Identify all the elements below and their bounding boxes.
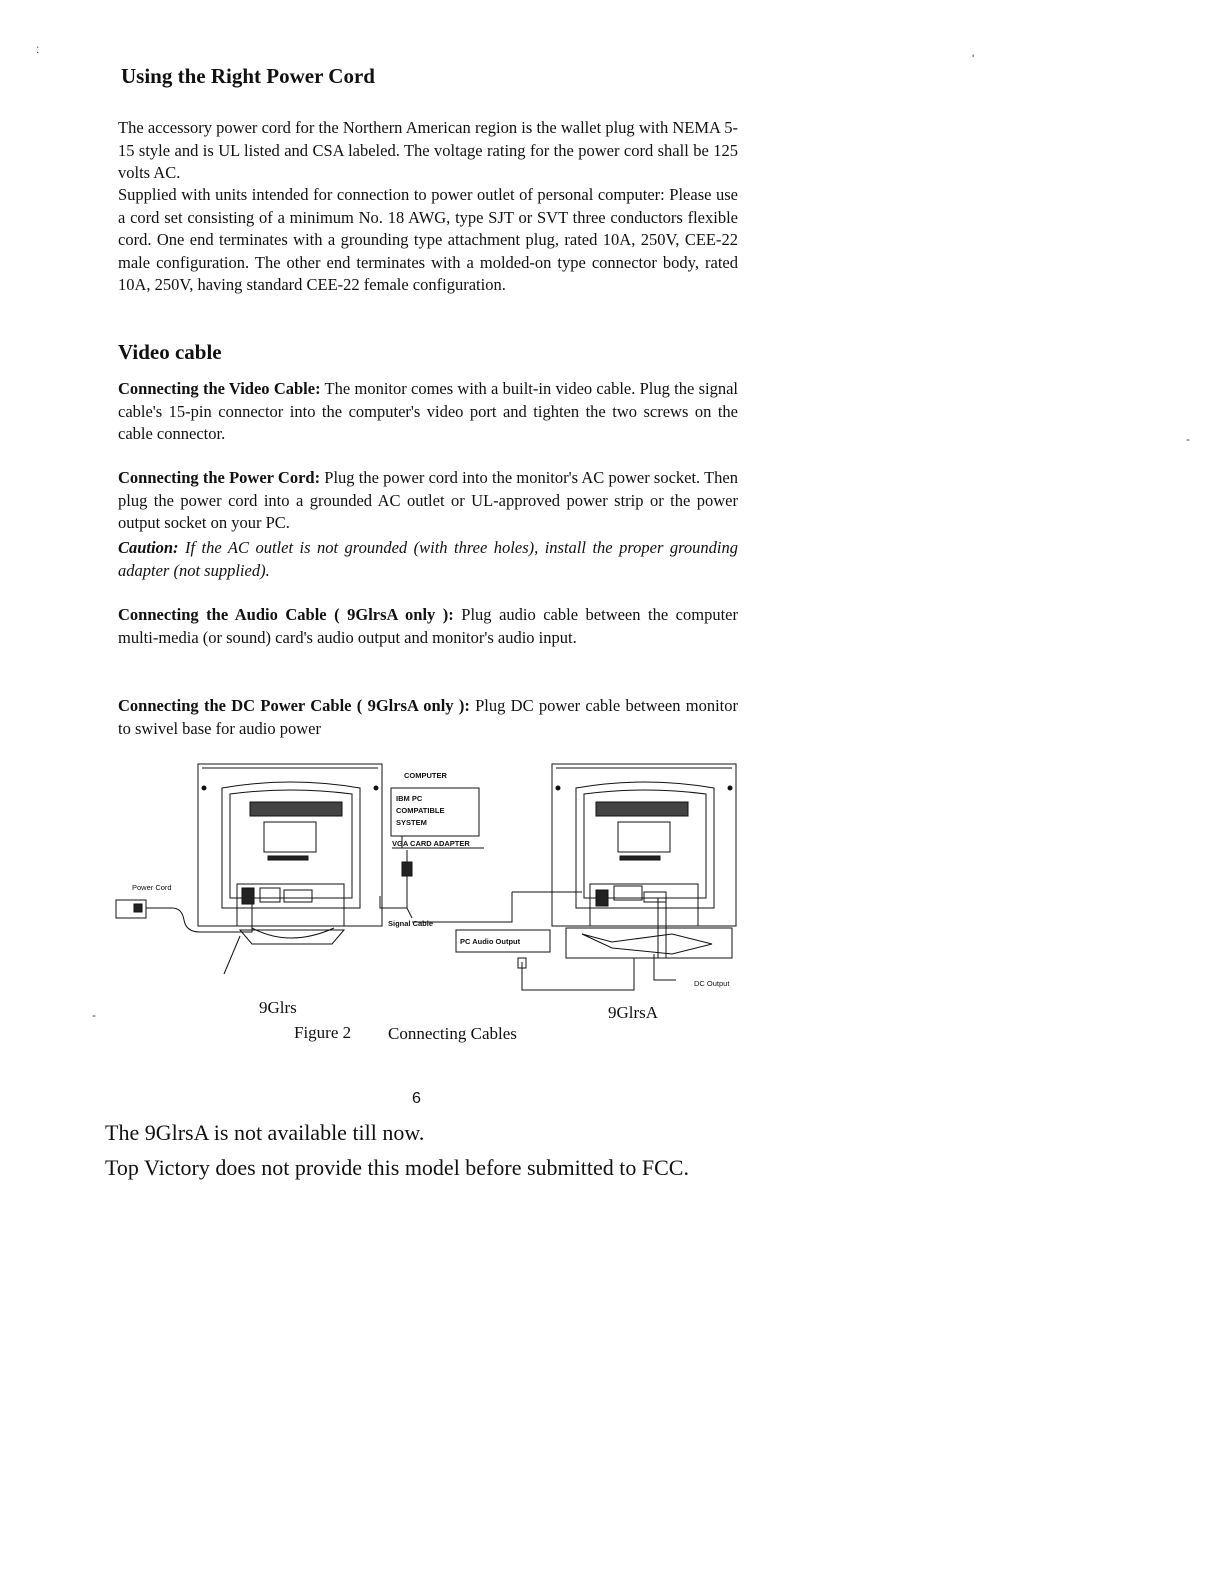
caution-paragraph xyxy=(118,537,738,582)
power-cord-paragraph: The accessory power cord for the Northern American region is the wallet plug with NEMA 5-15 style and is UL listed and CSA labeled. The voltage rating for the power cord shall be 125 volts AC. xyxy=(118,118,738,182)
power-cord-label: Connecting the Power Cord: xyxy=(118,468,321,487)
audio-cable-paragraph xyxy=(118,604,738,649)
signal-cable-line xyxy=(412,892,512,922)
audio-cable-label: Connecting the Audio Cable ( 9GlrsA only ): xyxy=(118,605,454,624)
caption-left-model: 9Glrs xyxy=(259,998,297,1017)
label-computer: COMPUTER xyxy=(404,771,447,780)
connection-diagram xyxy=(112,758,742,998)
scan-speck: : xyxy=(36,42,40,56)
label-compatible: COMPATIBLE xyxy=(396,806,445,815)
fcc-note: Top Victory does not provide this model before submitted to FCC. xyxy=(105,1155,689,1180)
video-cable-text: The monitor comes with a built-in video cable. Plug the signal cable's 15-pin connector into the computer's video port and tighten the two screws on the cable connector. xyxy=(118,379,738,443)
scan-speck: ' xyxy=(972,52,975,66)
label-dc-output: DC Output xyxy=(694,979,730,988)
section-heading-power-cord: Using the Right Power Cord xyxy=(121,64,375,88)
figure-title: Connecting Cables xyxy=(388,1024,517,1043)
scan-speck: - xyxy=(92,1008,96,1022)
label-power-cord: Power Cord xyxy=(132,883,172,892)
dc-cable-text: Plug DC power cable between monitor to swivel base for audio power xyxy=(118,696,738,738)
power-cord-text: Plug the power cord into the monitor's AC power socket. Then plug the power cord into a grounded AC outlet or UL-approved power strip or the power output socket on your PC. xyxy=(118,468,738,532)
label-signal-cable: Signal Cable xyxy=(388,919,434,928)
page-number: 6 xyxy=(412,1090,421,1107)
power-cord-illustration xyxy=(116,900,252,974)
label-ibm-pc: IBM PC xyxy=(396,794,423,803)
power-cord-instructions xyxy=(118,467,738,535)
label-vga-card-adapter: VGA CARD ADAPTER xyxy=(392,839,470,848)
video-cable-paragraph xyxy=(118,378,738,446)
label-pc-audio-output: PC Audio Output xyxy=(460,937,521,946)
caption-right-model: 9GlrsA xyxy=(608,1003,659,1022)
cord-set-paragraph: Supplied with units intended for connection to power outlet of personal computer: Please use a cord set consisting of a minimum No. 18 AWG, type SJT or SVT three conductors flexible cord. One end terminates with a grounding type attachment plug, rated 10A, 250V, CEE-22 male configuration. The other end terminates with a molded-on type connector body, rated 10A, 250V, having standard CEE-22 female configuration. xyxy=(118,185,738,294)
monitor-9glrsa-illustration xyxy=(512,764,736,990)
label-system: SYSTEM xyxy=(396,818,427,827)
dc-cable-paragraph xyxy=(118,695,738,740)
caution-text: If the AC outlet is not grounded (with three holes), install the proper grounding adapter (not supplied). xyxy=(118,538,738,580)
monitor-9glrs-illustration xyxy=(198,764,382,944)
video-cable-label: Connecting the Video Cable: xyxy=(118,379,321,398)
dc-cable-label: Connecting the DC Power Cable ( 9GlrsA only ): xyxy=(118,696,470,715)
figure-label: Figure 2 xyxy=(294,1023,352,1042)
section-heading-video-cable: Video cable xyxy=(118,340,222,364)
audio-cable-text: Plug audio cable between the computer multi-media (or sound) card's audio output and monitor's audio input. xyxy=(118,605,738,647)
availability-note: The 9GlrsA is not available till now. xyxy=(105,1120,425,1145)
scan-speck: - xyxy=(1186,432,1190,446)
connection-diagram-svg xyxy=(112,758,742,998)
caution-label: Caution: xyxy=(118,538,179,557)
